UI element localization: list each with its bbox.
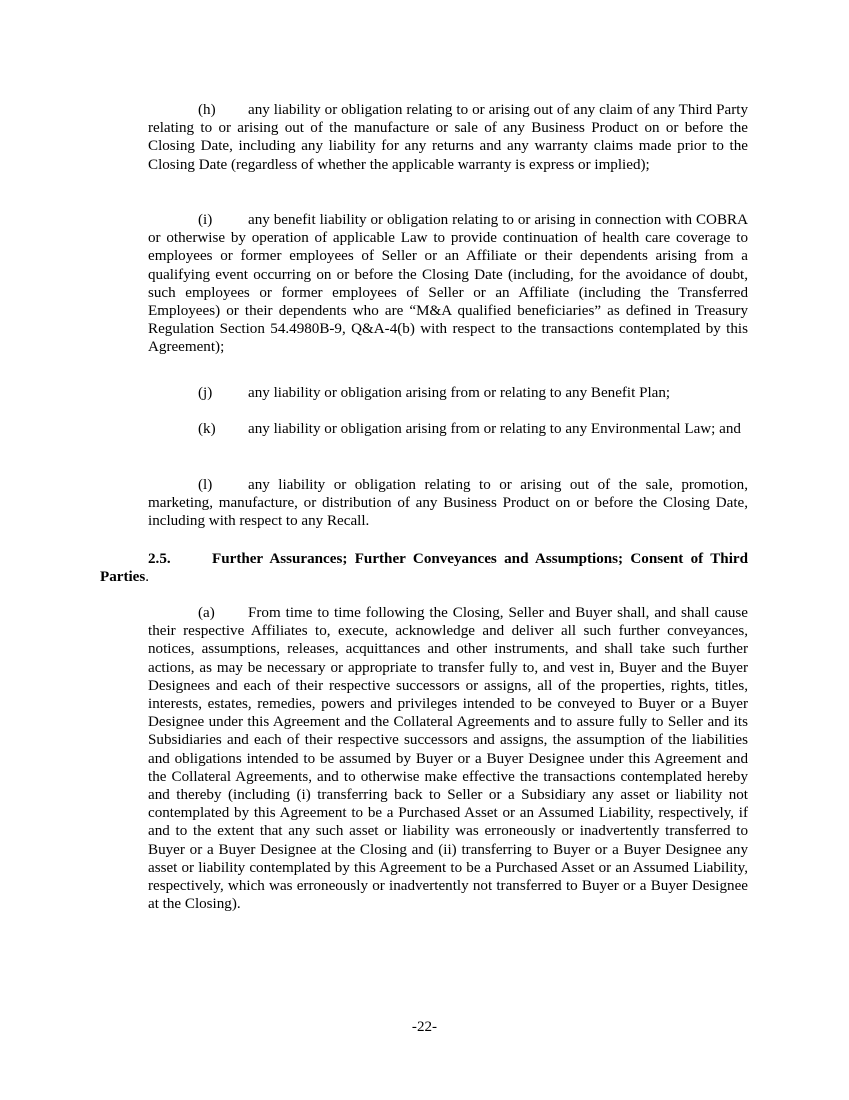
item-h — [148, 101, 748, 174]
section-number: 2.5. — [148, 551, 171, 567]
item-text: any benefit liability or obligation relating to or arising in connection with COBRA or otherwise by operation of applicable Law to provide continuation of health care coverage to employees or former employees of Seller or an Affiliate or their dependents arising from a qualifying event occurring on or before the Closing Date (including, for the avoidance of doubt, such employees or former employees of Seller or an Affiliate (including the Transferred Employees) or their dependents who are “M&A qualified beneficiaries” as defined in Treasury Regulation Section 54.4980B-9, Q&A-4(b) with respect to the transactions contemplated by this Agreement); — [148, 212, 748, 356]
item-label: (i) — [198, 212, 213, 228]
item-label: (k) — [198, 421, 216, 437]
section-title: Further Assurances; Further Conveyances and Assumptions; Consent of Third Parties — [100, 551, 748, 586]
item-text: any liability or obligation relating to or arising out of any claim of any Third Party relating to or arising out of the manufacture or sale of any Business Product on or before the Closing Date, including any liability for any returns and any warranty claims made prior to the Closing Date (regardless of whether the applicable warranty is express or implied); — [148, 102, 748, 173]
item-i — [148, 211, 748, 357]
subsection-text: From time to time following the Closing, Seller and Buyer shall, and shall cause their respective Affiliates to, execute, acknowledge and deliver all such further conveyances, notices, assumptions, releases, acquittances and other instruments, and shall take such further actions, as may be necessary or appropriate to transfer fully to, and vest in, Buyer and the Buyer Designees and each of their respective successors or assigns, all of the properties, rights, titles, interests, estates, remedies, powers and privileges intended to be conveyed to Buyer or a Buyer Designee under this Agreement and the Collateral Agreements and to assure fully to Seller and its Subsidiaries and each of their respective successors and assigns, the assumption of the liabilities and obligations intended to be assumed by Buyer or a Buyer Designee under this Agreement and the Collateral Agreements, and to otherwise make effective the transactions contemplated hereby and thereby (including (i) transferring back to Seller or a Subsidiary any asset or liability not contemplated by this Agreement to be a Purchased Asset or an Assumed Liability, respectively, if and to the extent that any such asset or liability was erroneously or inadvertently transferred to Buyer or a Buyer Designee at the Closing and (ii) transferring to Buyer or a Buyer Designee any asset or liability contemplated by this Agreement to be a Purchased Asset or an Assumed Liability, respectively, which was erroneously or inadvertently not transferred to Buyer or a Buyer Designee at the Closing). — [148, 605, 748, 913]
item-j — [148, 384, 748, 402]
item-text: any liability or obligation arising from or relating to any Environmental Law; and — [248, 421, 741, 437]
item-label: (l) — [198, 477, 213, 493]
item-text: any liability or obligation relating to or arising out of the sale, promotion, marketing, manufacture, or distribution of any Business Product on or before the Closing Date, including with respect to any Recall. — [148, 477, 748, 530]
page-number: -22- — [411, 1019, 438, 1035]
item-label: (h) — [198, 102, 216, 118]
item-text: any liability or obligation arising from or relating to any Benefit Plan; — [248, 385, 671, 401]
item-l — [148, 476, 748, 531]
item-label: (j) — [198, 385, 213, 401]
item-k — [148, 420, 748, 438]
section-heading — [100, 550, 748, 586]
subsection-a — [148, 604, 748, 913]
section-title-period: . — [145, 569, 150, 586]
subsection-label: (a) — [198, 605, 215, 621]
